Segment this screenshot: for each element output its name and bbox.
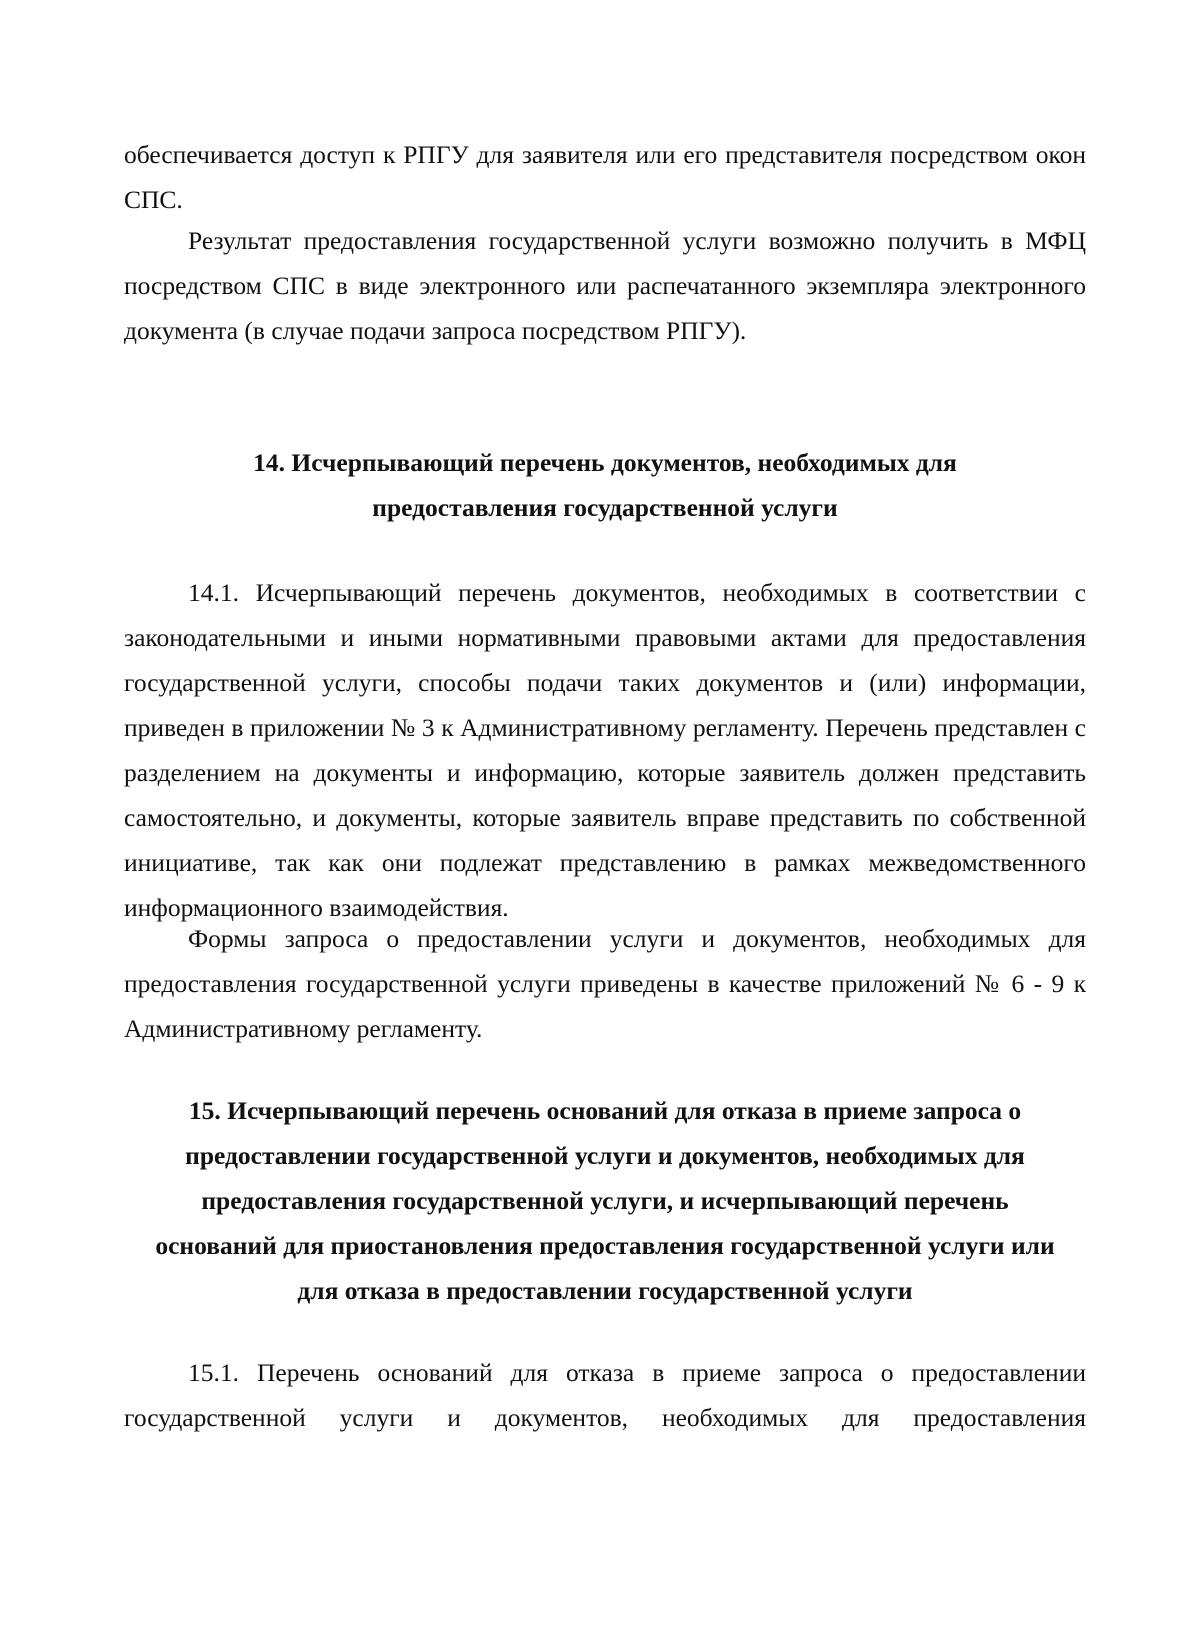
section-14-heading	[124, 440, 1086, 530]
section-15-heading	[124, 1088, 1086, 1313]
section-15-heading-line: оснований для приостановления предоставления государственной услуги или	[155, 1231, 1055, 1260]
paragraph-result: Результат предоставления государственной услуги возможно получить в МФЦ посредством СПС в виде электронного или распечатанного экземпляра электронного документа (в случае подачи запроса посредством РПГУ).	[124, 226, 1086, 345]
section-15-heading-line: 15. Исчерпывающий перечень оснований для отказа в приеме запроса о	[188, 1096, 1022, 1125]
paragraph-access: обеспечивается доступ к РПГУ для заявителя или его представителя посредством окон СПС.	[124, 140, 1086, 214]
paragraph-forms: Формы запроса о предоставлении услуги и документов, необходимых для предоставления государственной услуги приведены в качестве приложений № 6 - 9 к Административному регламенту.	[124, 924, 1086, 1043]
paragraph-15-1: 15.1. Перечень оснований для отказа в приеме запроса о предоставлении государственной услуги и документов, необходимых для предоставления	[124, 1358, 1086, 1432]
section-15-heading-line: для отказа в предоставлении государственной услуги	[297, 1276, 913, 1305]
section-15-heading-line: предоставлении государственной услуги и документов, необходимых для	[185, 1141, 1025, 1170]
section-14-heading-line: 14. Исчерпывающий перечень документов, необходимых для	[253, 448, 957, 477]
section-14-heading-line: предоставления государственной услуги	[372, 493, 838, 522]
section-15-heading-line: предоставления государственной услуги, и исчерпывающий перечень	[201, 1186, 1009, 1215]
paragraph-14-1: 14.1. Исчерпывающий перечень документов, необходимых в соответствии с законодательными и иными нормативными правовыми актами для предоставления государственной услуги, способы подачи таких документов и (или) информации, приведен в приложении № 3 к Административному регламенту. Перечень представлен с разделением на документы и информацию, которые заявитель должен представить самостоятельно, и документы, которые заявитель вправе представить по собственной инициативе, так как они подлежат представлению в рамках межведомственного информационного взаимодействия.	[124, 578, 1086, 922]
